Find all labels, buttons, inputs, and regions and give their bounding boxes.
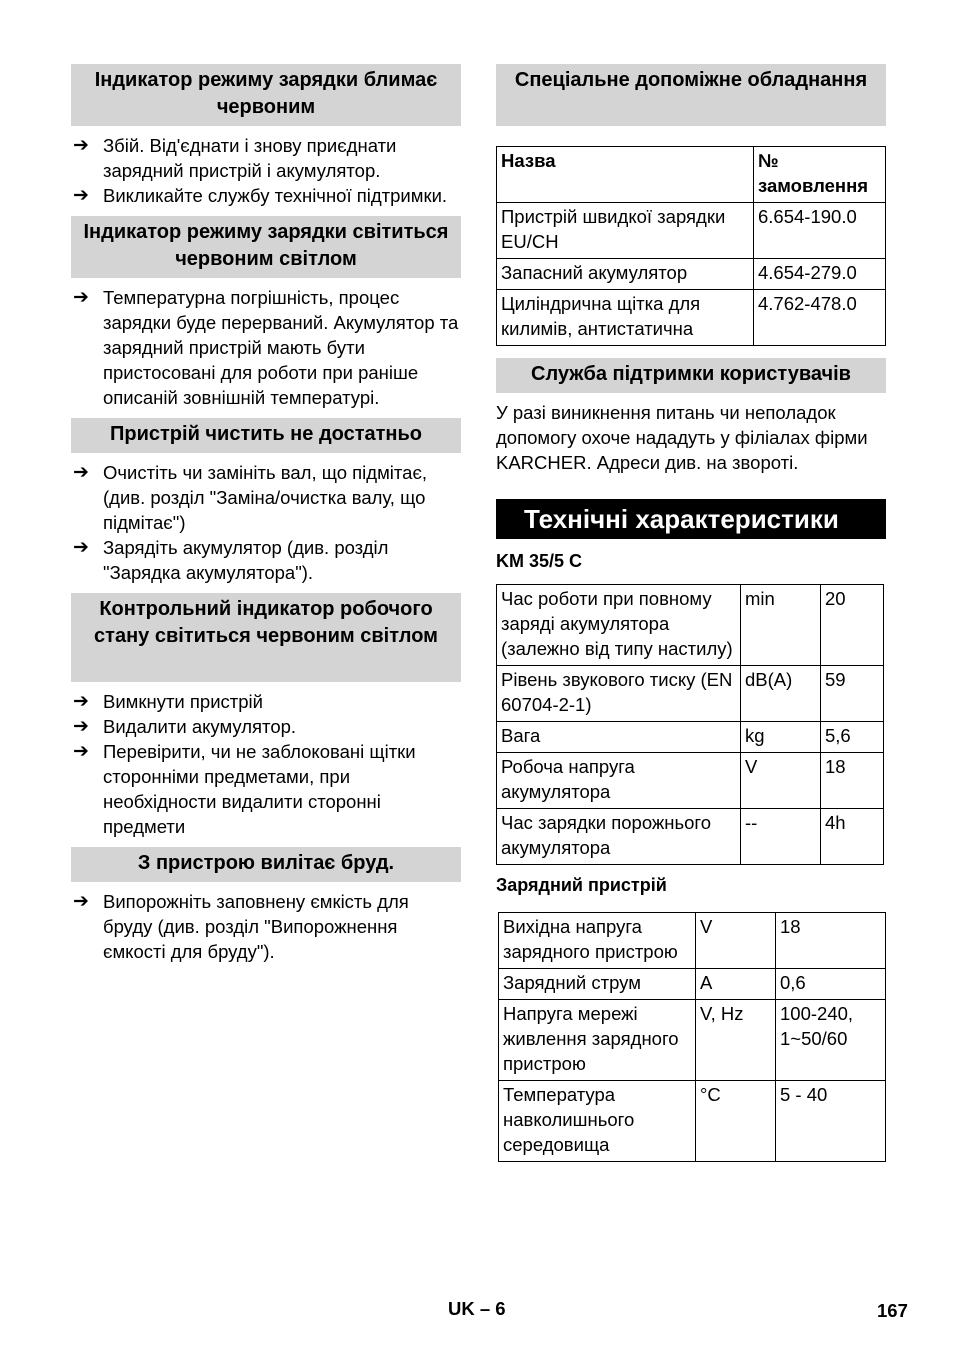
table-cell: Зарядний струм <box>499 969 696 1000</box>
table-cell: 6.654-190.0 <box>754 203 886 259</box>
arrow-right-icon: ➔ <box>73 537 89 558</box>
table-cell: Вага <box>497 722 741 753</box>
table-row <box>499 1000 886 1081</box>
footer-page-number: 167 <box>877 1300 908 1321</box>
table-header-cell: № замовлення <box>754 147 886 203</box>
list-item: ➔ Очистіть чи замініть вал, що підмітає, (див. розділ "Заміна/очистка валу, що підмітає") <box>73 462 428 533</box>
table-row <box>497 722 884 753</box>
table-cell: Рівень звукового тиску (EN 60704-2-1) <box>497 666 741 722</box>
table-row <box>497 259 886 290</box>
arrow-right-icon: ➔ <box>73 891 89 912</box>
arrow-right-icon: ➔ <box>73 716 89 737</box>
list-item: ➔ Викликайте службу технічної підтримки. <box>73 185 448 206</box>
list-item: ➔ Перевірити, чи не заблоковані щітки сторонніми предметами, при необхідности видалити сторонні предмети <box>73 741 416 837</box>
table-cell: 18 <box>776 913 886 969</box>
table-cell: A <box>696 969 776 1000</box>
list-item: ➔ Вимкнути пристрій <box>73 691 263 712</box>
table-header-row <box>497 147 886 203</box>
section-heading-accessories: Спеціальне допоміжне обладнання <box>496 64 886 126</box>
table-cell: V, Hz <box>696 1000 776 1081</box>
list-item: ➔ Випорожніть заповнену ємкість для бруду (див. розділ "Випорожнення ємкості для бруду"). <box>73 891 409 962</box>
table-cell: 0,6 <box>776 969 886 1000</box>
bullet-list-charge-blinks-red <box>71 133 461 208</box>
section-heading-charge-lit-red: Індикатор режиму зарядки світиться червоним світлом <box>71 216 461 278</box>
table-cell: 59 <box>821 666 884 722</box>
table-header-cell: Назва <box>497 147 754 203</box>
tech-specs-heading: Технічні характеристики <box>496 499 886 539</box>
arrow-right-icon: ➔ <box>73 462 89 483</box>
charger-subheading: Зарядний пристрій <box>496 875 667 895</box>
left-column <box>71 64 461 964</box>
table-cell: Робоча напруга акумулятора <box>497 753 741 809</box>
table-cell: 20 <box>821 585 884 666</box>
table-cell: 18 <box>821 753 884 809</box>
section-heading-dirt-ejected: З пристрою вилітає бруд. <box>71 847 461 882</box>
table-cell: Циліндрична щітка для килимів, антистатична <box>497 290 754 346</box>
model-label: KM 35/5 C <box>496 551 583 571</box>
table-row <box>499 969 886 1000</box>
table-cell: Напруга мережі живлення зарядного пристрою <box>499 1000 696 1081</box>
table-cell: Запасний акумулятор <box>497 259 754 290</box>
table-row <box>497 585 884 666</box>
arrow-right-icon: ➔ <box>73 185 89 206</box>
tech-specs-table <box>496 584 884 865</box>
table-cell: °C <box>696 1081 776 1162</box>
bullet-list-status-lit-red <box>71 689 461 839</box>
table-row <box>499 913 886 969</box>
arrow-right-icon: ➔ <box>73 287 89 308</box>
table-cell: 4.654-279.0 <box>754 259 886 290</box>
arrow-right-icon: ➔ <box>73 741 89 762</box>
bullet-list-charge-lit-red <box>71 285 461 410</box>
bullet-list-cleans-poorly <box>71 460 461 585</box>
list-item: ➔ Зарядіть акумулятор (див. розділ "Зарядка акумулятора"). <box>73 537 389 583</box>
table-cell: 5,6 <box>821 722 884 753</box>
arrow-right-icon: ➔ <box>73 135 89 156</box>
bullet-list-dirt-ejected <box>71 889 461 964</box>
table-row <box>497 753 884 809</box>
table-cell: 4.762-478.0 <box>754 290 886 346</box>
table-cell: kg <box>741 722 821 753</box>
section-heading-charge-blinks-red: Індикатор режиму зарядки блимає червоним <box>71 64 461 126</box>
right-column <box>496 64 886 1162</box>
list-item: ➔ Збій. Від'єднати і знову приєднати зарядний пристрій і акумулятор. <box>73 135 397 181</box>
table-cell: Час роботи при повному заряді акумулятора (залежно від типу настилу) <box>497 585 741 666</box>
table-cell: -- <box>741 809 821 865</box>
table-cell: 4h <box>821 809 884 865</box>
table-row <box>497 203 886 259</box>
table-cell: Вихідна напруга зарядного пристрою <box>499 913 696 969</box>
table-cell: 100-240, 1~50/60 <box>776 1000 886 1081</box>
table-cell: 5 - 40 <box>776 1081 886 1162</box>
table-cell: dB(A) <box>741 666 821 722</box>
table-cell: Час зарядки порожнього акумулятора <box>497 809 741 865</box>
table-cell: V <box>741 753 821 809</box>
table-cell: V <box>696 913 776 969</box>
table-cell: min <box>741 585 821 666</box>
table-cell: Температура навколишнього середовища <box>499 1081 696 1162</box>
accessories-table <box>496 146 886 346</box>
support-text: У разі виникнення питань чи неполадок допомогу охоче нададуть у філіалах фірми KARCHER. Адреси див. на звороті. <box>496 402 868 473</box>
list-item: ➔ Видалити акумулятор. <box>73 716 297 737</box>
list-item: ➔ Температурна погрішність, процес зарядки буде перерваний. Акумулятор та зарядний пристрій мають бути пристосовані для роботи при раніше описаній зовнішній температурі. <box>73 287 459 408</box>
section-heading-cleans-poorly: Пристрій чистить не достатньо <box>71 418 461 453</box>
table-row <box>497 290 886 346</box>
section-heading-support: Служба підтримки користувачів <box>496 358 886 393</box>
section-heading-status-lit-red: Контрольний індикатор робочого стану світиться червоним світлом <box>71 593 461 682</box>
arrow-right-icon: ➔ <box>73 691 89 712</box>
charger-specs-table <box>498 912 886 1162</box>
table-row <box>499 1081 886 1162</box>
footer-language-page: UK – 6 <box>448 1298 506 1319</box>
table-row <box>497 666 884 722</box>
table-cell: Пристрій швидкої зарядки EU/CH <box>497 203 754 259</box>
table-row <box>497 809 884 865</box>
